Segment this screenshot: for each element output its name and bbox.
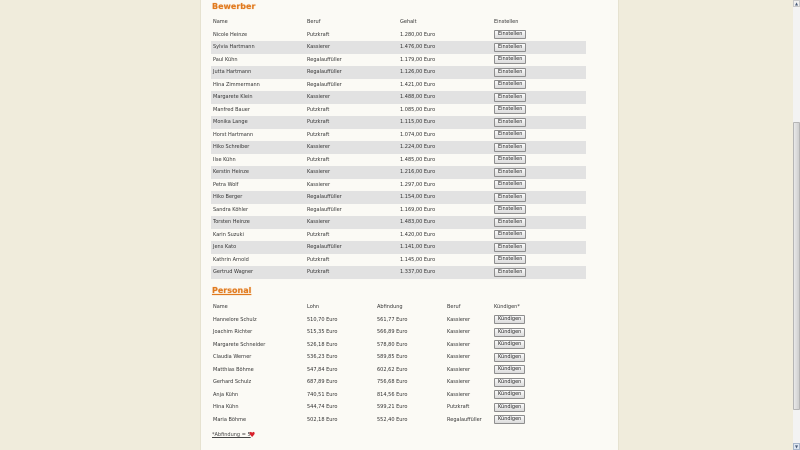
employee-name: Claudia Werner (213, 354, 252, 361)
action-cell (492, 376, 551, 389)
scroll-down-button[interactable]: ▼ (794, 444, 799, 449)
applicant-job: Putzkraft (307, 231, 330, 238)
einstellen-button[interactable]: Einstellen (494, 80, 526, 89)
einstellen-button[interactable]: Einstellen (494, 105, 526, 114)
applicant-salary: 1.224,00 Euro (398, 141, 492, 154)
employee-severance: 566,89 Euro (377, 329, 408, 336)
applicant-salary: 1.179,00 Euro (400, 56, 436, 63)
employee-job: Kassierer (447, 341, 471, 348)
applicant-salary: 1.154,00 Euro (398, 191, 492, 204)
employee-wage: 515,35 Euro (307, 329, 338, 336)
applicant-salary: 1.485,00 Euro (400, 156, 436, 163)
employee-name: Hina Kühn (213, 404, 239, 411)
bewerber-title: Bewerber (212, 2, 256, 11)
applicant-salary: 1.085,00 Euro (400, 106, 436, 113)
applicant-job: Putzkraft (305, 116, 398, 129)
applicant-salary: 1.476,00 Euro (398, 41, 492, 54)
einstellen-button[interactable]: Einstellen (494, 230, 526, 239)
applicant-job: Putzkraft (305, 266, 398, 279)
applicant-salary: 1.488,00 Euro (398, 91, 492, 104)
einstellen-button[interactable]: Einstellen (494, 118, 526, 127)
applicant-salary: 1.297,00 Euro (400, 181, 436, 188)
employee-job: Kassierer (447, 366, 471, 373)
action-cell (492, 339, 551, 352)
bewerber-table (211, 16, 586, 279)
action-cell (492, 254, 586, 267)
employee-wage: 547,84 Euro (307, 366, 338, 373)
einstellen-button[interactable]: Einstellen (494, 218, 526, 227)
action-cell (492, 54, 586, 67)
action-cell (492, 154, 586, 167)
kuendigen-button[interactable]: Kündigen (494, 328, 525, 337)
column-header: Kündigen* (494, 304, 520, 311)
applicant-salary: 1.483,00 Euro (398, 216, 492, 229)
scroll-up-button[interactable]: ▲ (794, 1, 799, 6)
action-cell (492, 166, 586, 179)
employee-wage: 740,51 Euro (307, 391, 338, 398)
applicant-job: Regalauffüller (305, 66, 398, 79)
column-header: Beruf (307, 19, 321, 26)
einstellen-button[interactable]: Einstellen (494, 55, 526, 64)
applicant-name: Gertrud Wagner (211, 266, 305, 279)
employee-severance: 599,21 Euro (377, 404, 408, 411)
bewerber-row (211, 129, 586, 142)
einstellen-button[interactable]: Einstellen (494, 268, 526, 277)
employee-wage: 687,89 Euro (307, 379, 338, 386)
personal-row (211, 401, 551, 414)
applicant-job: Putzkraft (307, 156, 330, 163)
employee-name: Gerhard Schulz (213, 379, 252, 386)
applicant-job: Kassierer (305, 141, 398, 154)
column-header: Abfindung (377, 304, 403, 311)
applicant-job: Regalauffüller (307, 81, 342, 88)
applicant-job: Regalauffüller (305, 241, 398, 254)
applicant-job: Regalauffüller (307, 56, 342, 63)
personal-table (211, 301, 551, 426)
employee-severance: 589,85 Euro (377, 354, 408, 361)
applicant-job: Kassierer (307, 181, 331, 188)
applicant-salary: 1.145,00 Euro (400, 256, 436, 263)
employee-severance: 602,62 Euro (377, 366, 408, 373)
applicant-name: Petra Wolf (213, 181, 239, 188)
applicant-name: Monika Lange (211, 116, 305, 129)
applicant-job: Kassierer (305, 166, 398, 179)
einstellen-button[interactable]: Einstellen (494, 255, 526, 264)
personal-title: Personal (212, 286, 252, 295)
applicant-name: Kathrin Arnold (213, 256, 249, 263)
bewerber-row (211, 254, 586, 267)
applicant-name: Margarete Klein (211, 91, 305, 104)
action-cell (492, 241, 586, 254)
employee-severance: 552,40 Euro (377, 416, 408, 423)
applicant-name: Manfred Bauer (213, 106, 250, 113)
employee-job: Putzkraft (447, 404, 470, 411)
scroll-thumb[interactable] (793, 122, 800, 410)
action-cell (492, 79, 586, 92)
action-cell (492, 179, 586, 192)
action-cell (492, 389, 551, 402)
action-cell (492, 216, 586, 229)
applicant-job: Regalauffüller (305, 191, 398, 204)
applicant-salary: 1.169,00 Euro (400, 206, 436, 213)
applicant-salary: 1.115,00 Euro (398, 116, 492, 129)
bewerber-row (211, 216, 586, 229)
employee-severance: 756,68 Euro (377, 379, 408, 386)
employee-name: Joachim Richter (213, 329, 253, 336)
bewerber-row (211, 41, 586, 54)
action-cell (492, 401, 551, 414)
column-header: Name (213, 19, 228, 26)
employee-wage: 502,18 Euro (307, 416, 338, 423)
heart-icon: ♥ (249, 431, 256, 439)
action-cell (492, 326, 551, 339)
action-cell (492, 204, 586, 217)
applicant-name: Horst Hartmann (213, 131, 254, 138)
bewerber-row (211, 229, 586, 242)
applicant-salary: 1.421,00 Euro (400, 81, 436, 88)
action-cell (492, 41, 586, 54)
einstellen-button[interactable]: Einstellen (494, 155, 526, 164)
action-cell (492, 266, 586, 279)
action-cell (492, 91, 586, 104)
action-cell (492, 191, 586, 204)
column-header: Lohn (307, 304, 320, 311)
bewerber-row (211, 91, 586, 104)
action-cell (492, 104, 586, 117)
einstellen-button[interactable]: Einstellen (494, 143, 526, 152)
personal-row (211, 376, 551, 389)
kuendigen-button[interactable]: Kündigen (494, 403, 525, 412)
employee-name: Matthias Böhme (213, 366, 254, 373)
employee-name: Hannelore Schulz (213, 316, 257, 323)
bewerber-row (211, 66, 586, 79)
bewerber-row (211, 29, 586, 42)
personal-row (211, 326, 551, 339)
employee-job: Kassierer (447, 354, 471, 361)
employee-job: Kassierer (447, 329, 471, 336)
personal-row (211, 339, 551, 352)
applicant-salary: 1.420,00 Euro (400, 231, 436, 238)
personal-header-row (211, 301, 551, 314)
employee-wage: 526,18 Euro (307, 341, 338, 348)
einstellen-button[interactable]: Einstellen (494, 93, 526, 102)
action-cell (492, 229, 586, 242)
einstellen-button[interactable]: Einstellen (494, 205, 526, 214)
einstellen-button[interactable]: Einstellen (494, 68, 526, 77)
bewerber-header-row (211, 16, 586, 29)
bewerber-row (211, 104, 586, 117)
action-cell (492, 116, 586, 129)
column-header: Beruf (447, 304, 461, 311)
column-header: Name (213, 304, 228, 311)
bewerber-row (211, 179, 586, 192)
kuendigen-button[interactable]: Kündigen (494, 415, 525, 424)
applicant-name: Jutta Hartmann (211, 66, 305, 79)
action-cell (492, 351, 551, 364)
applicant-name: Sandra Köhler (213, 206, 249, 213)
applicant-salary: 1.126,00 Euro (398, 66, 492, 79)
applicant-salary: 1.074,00 Euro (400, 131, 436, 138)
applicant-name: Hiko Berger (211, 191, 305, 204)
employee-job: Kassierer (447, 316, 471, 323)
personal-row (211, 364, 551, 377)
action-cell (492, 414, 551, 427)
bewerber-row (211, 191, 586, 204)
abfindung-footnote[interactable]: *Abfindung = 5 (212, 432, 251, 438)
action-cell (492, 129, 586, 142)
einstellen-button[interactable]: Einstellen (494, 243, 526, 252)
einstellen-button[interactable]: Einstellen (494, 168, 526, 177)
employee-severance: 561,77 Euro (377, 316, 408, 323)
bewerber-row (211, 141, 586, 154)
kuendigen-button[interactable]: Kündigen (494, 378, 525, 387)
applicant-salary: 1.280,00 Euro (400, 31, 436, 38)
einstellen-button[interactable]: Einstellen (494, 180, 526, 189)
applicant-job: Kassierer (305, 91, 398, 104)
applicant-job: Putzkraft (307, 31, 330, 38)
applicant-job: Putzkraft (307, 131, 330, 138)
employee-name: Margarete Schneider (213, 341, 266, 348)
kuendigen-button[interactable]: Kündigen (494, 353, 525, 362)
applicant-job: Kassierer (305, 41, 398, 54)
kuendigen-button[interactable]: Kündigen (494, 315, 525, 324)
bewerber-row (211, 116, 586, 129)
column-header: Einstellen (494, 19, 519, 26)
einstellen-button[interactable]: Einstellen (494, 30, 526, 39)
kuendigen-button[interactable]: Kündigen (494, 390, 525, 399)
bewerber-row (211, 154, 586, 167)
action-cell (492, 141, 586, 154)
employee-name: Anja Kühn (213, 391, 239, 398)
applicant-name: Sylvia Hartmann (211, 41, 305, 54)
applicant-job: Putzkraft (307, 106, 330, 113)
applicant-name: Torsten Heinze (211, 216, 305, 229)
applicant-job: Kassierer (305, 216, 398, 229)
action-cell (492, 364, 551, 377)
action-cell (492, 29, 586, 42)
kuendigen-button[interactable]: Kündigen (494, 365, 525, 374)
bewerber-row (211, 54, 586, 67)
applicant-salary: 1.141,00 Euro (398, 241, 492, 254)
einstellen-button[interactable]: Einstellen (494, 130, 526, 139)
applicant-job: Regalauffüller (307, 206, 342, 213)
personal-row (211, 414, 551, 427)
action-cell (492, 66, 586, 79)
employee-severance: 578,80 Euro (377, 341, 408, 348)
employee-wage: 510,70 Euro (307, 316, 338, 323)
bewerber-row (211, 79, 586, 92)
bewerber-row (211, 166, 586, 179)
personal-row (211, 314, 551, 327)
applicant-name: Nicole Heinze (213, 31, 248, 38)
applicant-name: Karin Suzuki (213, 231, 244, 238)
einstellen-button[interactable]: Einstellen (494, 43, 526, 52)
einstellen-button[interactable]: Einstellen (494, 193, 526, 202)
personal-row (211, 389, 551, 402)
applicant-name: Kerstin Heinze (211, 166, 305, 179)
bewerber-row (211, 266, 586, 279)
applicant-name: Hiko Schreiber (211, 141, 305, 154)
bewerber-row (211, 204, 586, 217)
column-header: Gehalt (400, 19, 417, 26)
employee-severance: 814,56 Euro (377, 391, 408, 398)
vertical-scrollbar[interactable] (793, 0, 800, 450)
applicant-name: Ilse Kühn (213, 156, 236, 163)
bewerber-row (211, 241, 586, 254)
content-panel (200, 0, 619, 450)
employee-wage: 544,74 Euro (307, 404, 338, 411)
employee-job: Kassierer (447, 391, 471, 398)
applicant-salary: 1.216,00 Euro (398, 166, 492, 179)
employee-job: Kassierer (447, 379, 471, 386)
employee-wage: 536,23 Euro (307, 354, 338, 361)
employee-name: Maria Böhme (213, 416, 247, 423)
applicant-name: Hina Zimmermann (213, 81, 260, 88)
applicant-name: Jens Kato (211, 241, 305, 254)
applicant-salary: 1.337,00 Euro (398, 266, 492, 279)
employee-job: Regalauffüller (447, 416, 482, 423)
action-cell (492, 314, 551, 327)
applicant-job: Putzkraft (307, 256, 330, 263)
applicant-name: Paul Kühn (213, 56, 238, 63)
personal-row (211, 351, 551, 364)
kuendigen-button[interactable]: Kündigen (494, 340, 525, 349)
